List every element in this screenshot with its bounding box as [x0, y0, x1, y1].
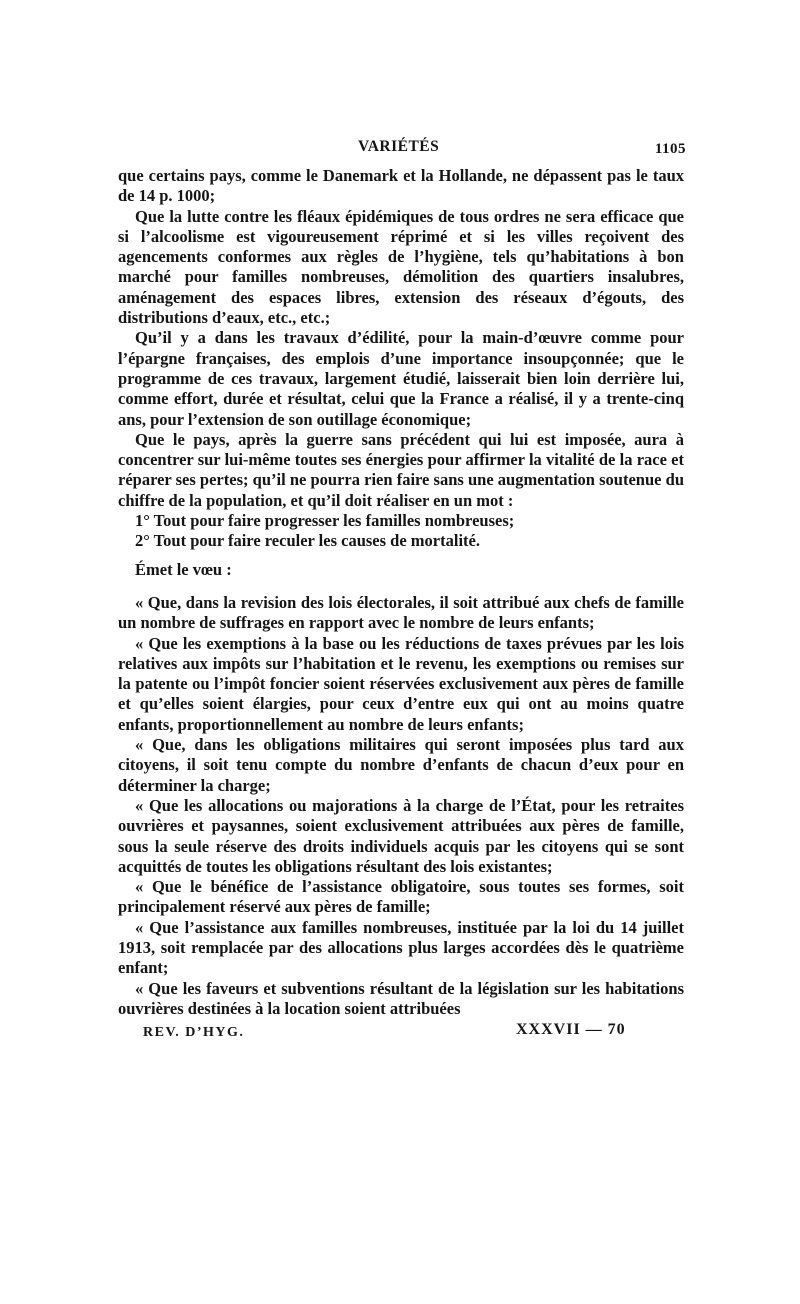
paragraph: Que la lutte contre les fléaux épidémiques de tous ordres ne sera efficace que si l’alcoolisme est vigoureusement réprimé et si les villes reçoivent des agencements conformes aux règles de l’hygiène, tels qu’habitations à bon marché pour familles nombreuses, démolition des quartiers insalubres, aménagement des espaces libres, extension des réseaux d’égouts, des distributions d’eaux, etc., etc.; [118, 206, 684, 328]
running-title: VARIÉTÉS [358, 138, 440, 155]
signature-mark: XXXVII — 70 [516, 1021, 626, 1039]
journal-abbreviation: REV. D’HYG. [143, 1025, 245, 1041]
list-item: 2° Tout pour faire reculer les causes de mortalité. [135, 531, 480, 551]
list-item: 1° Tout pour faire progresser les familles nombreuses; [135, 511, 515, 531]
paragraph: Qu’il y a dans les travaux d’édilité, pour la main-d’œuvre comme pour l’épargne françaises, des emplois d’une importance insoupçonnée; que le programme de ces travaux, largement étudié, laisserait bien loin derrière lui, comme effort, durée et résultat, celui que la France a réalisé, il y a trente-cinq ans, pour l’extension de son outillage économique; [118, 328, 684, 429]
resolution-clause: « Que les exemptions à la base ou les réductions de taxes prévues par les lois relatives aux impôts sur l’habitation et le revenu, les exemptions ou remises sur la patente ou l’impôt foncier soient réservées exclusivement aux pères de famille et qu’elles soient élargies, pour ceux d’entre eux qui ont au moins quatre enfants, proportionnellement au nombre de leurs enfants; [118, 633, 684, 734]
resolution-clause: « Que l’assistance aux familles nombreuses, instituée par la loi du 14 juillet 1913, soit remplacée par des allocations plus larges accordées dès le quatrième enfant; [118, 917, 684, 978]
page-footer [118, 1021, 684, 1049]
document-page [118, 138, 684, 1049]
body-text [118, 166, 684, 1019]
paragraph: Que le pays, après la guerre sans précédent qui lui est imposée, aura à concentrer sur lui-même toutes ses énergies pour affirmer la vitalité de la race et réparer ses pertes; qu’il ne pourra rien faire sans une augmentation soutenue du chiffre de la population, et qu’il doit réaliser en un mot : [118, 429, 684, 510]
resolution-clause: « Que les allocations ou majorations à la charge de l’État, pour les retraites ouvrières et paysannes, soient exclusivement attribuées aux pères de famille, sous la seule réserve des droits individuels acquis par les citoyens qui se sont acquittés de toutes les obligations résultant des lois existantes; [118, 795, 684, 876]
page-header [118, 138, 684, 166]
resolution-clause: « Que les faveurs et subventions résultant de la législation sur les habitations ouvrières destinées à la location soient attribuées [118, 978, 684, 1018]
paragraph: que certains pays, comme le Danemark et la Hollande, ne dépassent pas le taux de 14 p. 1000; [118, 166, 684, 206]
page-number: 1105 [654, 141, 686, 157]
resolution-heading: Émet le vœu : [135, 559, 232, 579]
resolution-clause: « Que, dans les obligations militaires qui seront imposées plus tard aux citoyens, il soit tenu compte du nombre d’enfants de chacun d’eux pour en déterminer la charge; [118, 735, 684, 795]
resolution-clause: « Que, dans la revision des lois électorales, il soit attribué aux chefs de famille un nombre de suffrages en rapport avec le nombre de leurs enfants; [118, 592, 684, 633]
resolution-clause: « Que le bénéfice de l’assistance obligatoire, sous toutes ses formes, soit principalement réservé aux pères de famille; [118, 877, 684, 917]
